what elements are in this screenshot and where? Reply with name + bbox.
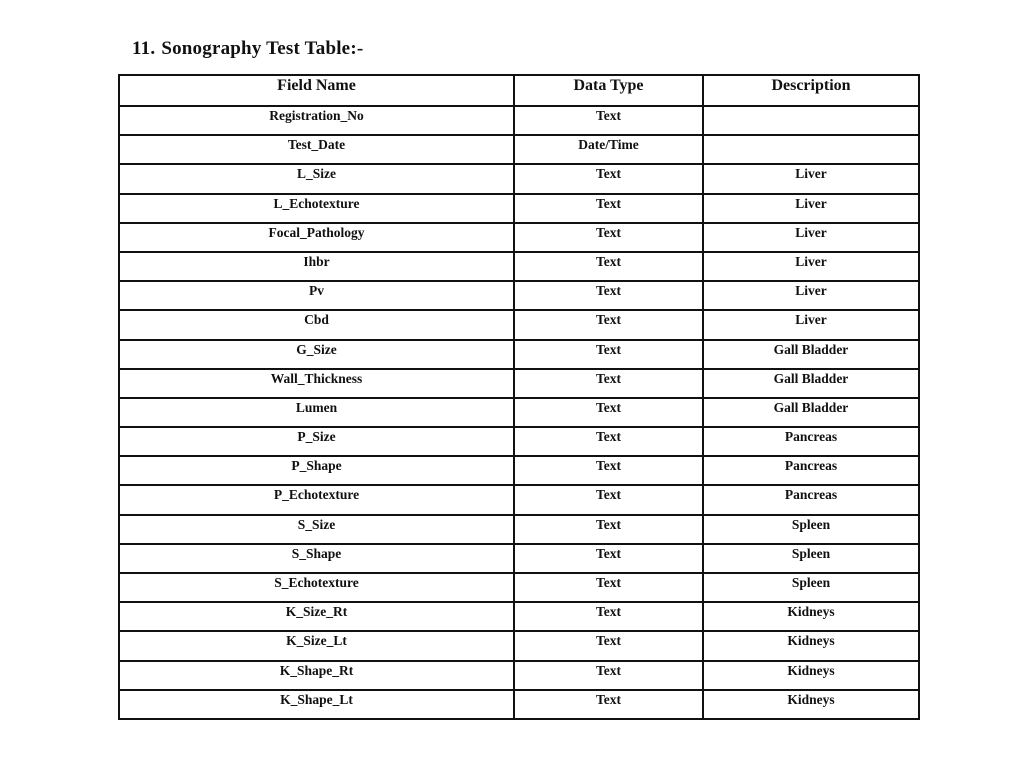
cell-description: Liver [703,164,919,193]
cell-description: Liver [703,281,919,310]
table-row [119,544,919,573]
table-row [119,369,919,398]
cell-description: Gall Bladder [703,398,919,427]
table-row [119,690,919,719]
cell-field-name: K_Size_Rt [119,602,514,631]
cell-description: Pancreas [703,427,919,456]
cell-description: Kidneys [703,631,919,660]
cell-data-type: Text [514,106,703,135]
cell-description [703,106,919,135]
cell-data-type: Text [514,310,703,339]
cell-field-name: Cbd [119,310,514,339]
cell-data-type: Text [514,340,703,369]
section-title: Sonography Test Table:- [161,38,364,59]
cell-data-type: Text [514,690,703,719]
cell-description: Liver [703,223,919,252]
cell-field-name: S_Echotexture [119,573,514,602]
table-row [119,106,919,135]
cell-data-type: Text [514,515,703,544]
cell-field-name: Lumen [119,398,514,427]
cell-data-type: Text [514,164,703,193]
cell-data-type: Text [514,252,703,281]
table-body [119,106,919,719]
cell-description: Gall Bladder [703,369,919,398]
cell-data-type: Date/Time [514,135,703,164]
table-row [119,398,919,427]
table-row [119,223,919,252]
cell-data-type: Text [514,631,703,660]
table-row [119,485,919,514]
cell-field-name: S_Size [119,515,514,544]
cell-data-type: Text [514,485,703,514]
table-row [119,456,919,485]
cell-description: Spleen [703,515,919,544]
cell-data-type: Text [514,398,703,427]
cell-data-type: Text [514,661,703,690]
cell-data-type: Text [514,281,703,310]
table-row [119,135,919,164]
section-heading [132,38,363,60]
cell-data-type: Text [514,456,703,485]
table-row [119,164,919,193]
cell-data-type: Text [514,544,703,573]
cell-data-type: Text [514,223,703,252]
cell-description: Kidneys [703,602,919,631]
cell-description: Kidneys [703,690,919,719]
table-row [119,427,919,456]
cell-field-name: L_Echotexture [119,194,514,223]
cell-field-name: P_Echotexture [119,485,514,514]
cell-description: Gall Bladder [703,340,919,369]
cell-field-name: K_Shape_Rt [119,661,514,690]
cell-description: Liver [703,310,919,339]
cell-field-name: Test_Date [119,135,514,164]
table-row [119,515,919,544]
cell-description: Kidneys [703,661,919,690]
table-row [119,573,919,602]
header-description: Description [703,75,919,106]
cell-data-type: Text [514,602,703,631]
cell-data-type: Text [514,194,703,223]
cell-field-name: K_Shape_Lt [119,690,514,719]
cell-field-name: L_Size [119,164,514,193]
table-row [119,631,919,660]
cell-description: Liver [703,194,919,223]
cell-description [703,135,919,164]
cell-description: Spleen [703,573,919,602]
cell-field-name: Focal_Pathology [119,223,514,252]
cell-field-name: Registration_No [119,106,514,135]
cell-field-name: P_Shape [119,456,514,485]
table-row [119,602,919,631]
cell-field-name: S_Shape [119,544,514,573]
cell-description: Liver [703,252,919,281]
table-row [119,310,919,339]
table-header-row [119,75,919,106]
table-row [119,340,919,369]
cell-data-type: Text [514,369,703,398]
table-row [119,661,919,690]
cell-field-name: P_Size [119,427,514,456]
cell-description: Pancreas [703,456,919,485]
table-row [119,194,919,223]
table-row [119,281,919,310]
table-row [119,252,919,281]
sonography-test-table [118,74,920,720]
cell-description: Pancreas [703,485,919,514]
cell-data-type: Text [514,573,703,602]
header-field-name: Field Name [119,75,514,106]
header-data-type: Data Type [514,75,703,106]
cell-data-type: Text [514,427,703,456]
cell-field-name: Ihbr [119,252,514,281]
cell-field-name: G_Size [119,340,514,369]
cell-field-name: K_Size_Lt [119,631,514,660]
cell-description: Spleen [703,544,919,573]
section-number: 11. [132,38,156,59]
cell-field-name: Wall_Thickness [119,369,514,398]
cell-field-name: Pv [119,281,514,310]
